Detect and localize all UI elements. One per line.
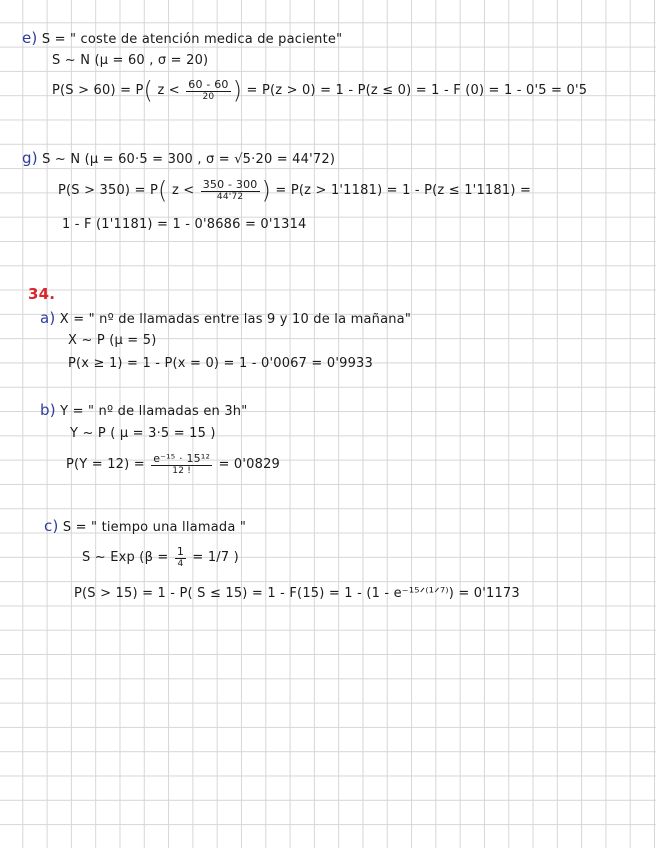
problem-34-number: 34. [28, 285, 56, 303]
section-g-dist-text: S ~ N (μ = 60·5 = 300 , σ = √5·20 = 44'72) [42, 152, 336, 167]
section-e-distribution: S ~ N (μ = 60 , σ = 20) [52, 53, 209, 68]
fraction-numerator: 1 [176, 545, 185, 558]
right-paren: ) [232, 76, 243, 105]
fraction-numerator: 350 - 300 [202, 178, 258, 191]
left-paren: ( [158, 176, 168, 205]
fraction-denominator: 12 ! [172, 466, 192, 476]
section-g-label: g) [22, 149, 38, 167]
part-a-calculation: P(x ≥ 1) = 1 - P(x = 0) = 1 - 0'0067 = 0'9933 [68, 356, 373, 371]
fraction-denominator: 44'72 [216, 192, 244, 202]
section-g-fraction [201, 178, 260, 203]
left-paren: ( [143, 76, 154, 105]
right-paren: ) [261, 176, 272, 205]
part-c-fraction [175, 545, 186, 570]
part-a-label: a) [40, 309, 56, 327]
fraction-denominator: 4 [177, 559, 184, 569]
fraction-numerator: 60 - 60 [188, 78, 229, 91]
section-g-p-right: = P(z > 1'1181) = 1 - P(z ≤ 1'1181) = [275, 183, 532, 198]
section-g-p-left: P(S > 350) = P [58, 183, 159, 198]
part-c-definition [44, 518, 246, 536]
fraction-denominator: 20 [202, 92, 215, 102]
part-b-distribution: Y ~ P ( μ = 3·5 = 15 ) [70, 426, 216, 441]
section-e-z-prefix: z < [157, 83, 180, 98]
section-e-p-left: P(S > 60) = P [52, 83, 144, 98]
section-e-fraction [186, 78, 230, 103]
part-a-distribution: X ~ P (μ = 5) [68, 333, 157, 348]
part-b-probability [66, 452, 280, 477]
part-c-def-text: S = " tiempo una llamada " [62, 520, 247, 535]
part-b-p-right: = 0'0829 [218, 457, 281, 472]
part-c-calculation: P(S > 15) = 1 - P( S ≤ 15) = 1 - F(15) = 1 - (1 - e⁻¹⁵ᐟ⁽¹ᐟ⁷⁾) = 0'1173 [74, 586, 520, 601]
section-e-def-text: S = " coste de atención medica de paciente" [41, 32, 343, 47]
section-g-z-prefix: z < [171, 183, 195, 198]
section-e-label: e) [22, 29, 38, 47]
part-a-definition [40, 310, 411, 328]
part-a-def-text: X = " nº de llamadas entre las 9 y 10 de la mañana" [59, 312, 412, 327]
part-c-distribution [82, 545, 239, 570]
part-b-label: b) [40, 401, 56, 419]
part-b-p-left: P(Y = 12) = [66, 457, 145, 472]
fraction-numerator: e⁻¹⁵ · 15¹² [153, 452, 211, 465]
section-g-distribution [22, 150, 335, 168]
part-b-fraction [151, 452, 212, 477]
section-g-probability [58, 178, 531, 203]
part-b-def-text: Y = " nº de llamadas en 3h" [60, 404, 248, 419]
part-c-label: c) [44, 517, 59, 535]
section-g-result: 1 - F (1'1181) = 1 - 0'8686 = 0'1314 [62, 217, 307, 232]
part-c-dist-left: S ~ Exp (β = [82, 550, 169, 565]
section-e-definition [22, 30, 342, 48]
section-e-p-right: = P(z > 0) = 1 - P(z ≤ 0) = 1 - F (0) = 1 - 0'5 = 0'5 [246, 83, 588, 98]
part-c-dist-right: = 1/7 ) [192, 550, 239, 565]
part-b-definition [40, 402, 247, 420]
section-e-probability [52, 78, 587, 103]
